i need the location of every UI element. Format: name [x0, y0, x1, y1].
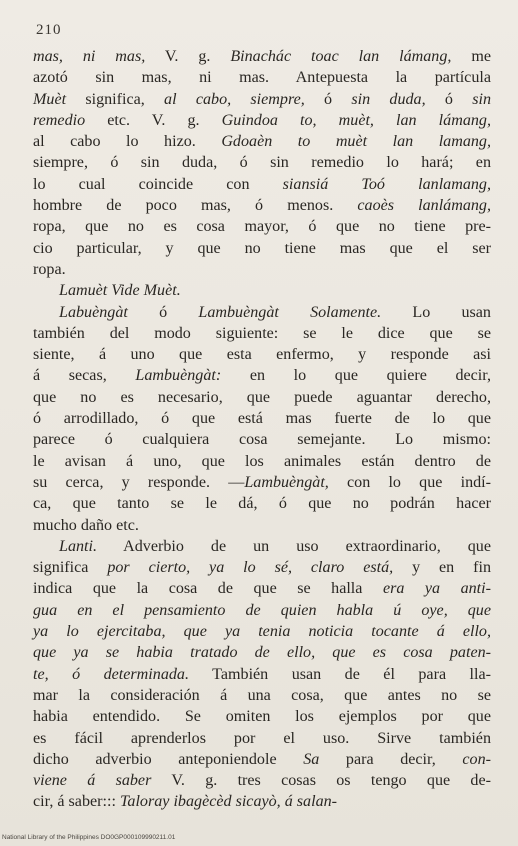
text-line — [33, 259, 491, 280]
italic-text: que ya se habia tratado de ello, que es cosa paten- — [33, 644, 491, 662]
text-segment: con lo que indí- — [328, 473, 492, 491]
text-line — [33, 408, 491, 429]
text-segment: Lo usan — [381, 303, 491, 321]
text-segment: también del modo siguiente: se le dice que se — [33, 324, 491, 342]
text-segment: ó arrodillado, ó que está mas fuerte de lo que — [33, 410, 491, 428]
text-segment: V. g. tres cosas os tengo que de- — [151, 772, 491, 790]
text-segment: parece ó cualquiera cosa semejante. Lo mismo: — [33, 431, 491, 449]
text-segment: me — [451, 48, 491, 65]
italic-text: Sa — [303, 750, 320, 768]
text-segment: V. g. — [145, 48, 231, 65]
text-line — [33, 706, 491, 727]
italic-text: era ya anti- — [382, 580, 491, 598]
text-line — [33, 621, 491, 642]
text-segment: es fácil aprenderlos por el uso. Sirve también — [33, 729, 491, 747]
italic-text: caoès lanlámang, — [357, 197, 492, 215]
text-line — [33, 323, 491, 344]
text-line — [33, 642, 491, 663]
text-line — [33, 238, 491, 259]
text-line — [33, 749, 491, 770]
text-line — [33, 429, 491, 450]
text-line — [33, 110, 491, 131]
italic-text: Lamuèt Vide Muèt. — [59, 282, 181, 300]
text-line — [33, 46, 491, 67]
italic-text: con- — [462, 750, 491, 768]
text-segment: siente, á uno que esta enfermo, y responde asi — [33, 346, 491, 364]
text-segment: al cabo lo hizo. — [33, 133, 222, 151]
italic-text: te, ó determinada. — [33, 665, 189, 683]
text-line — [33, 515, 491, 536]
text-segment: en lo que quiere decir, — [221, 367, 491, 385]
text-segment: que no es necesario, que puede aguantar derecho, — [33, 388, 491, 406]
text-line — [33, 578, 491, 599]
text-line — [33, 791, 491, 812]
text-line — [33, 89, 491, 110]
text-line — [33, 344, 491, 365]
italic-text: sin duda, — [351, 90, 426, 108]
text-segment: significa — [33, 559, 108, 577]
italic-text: viene á saber — [33, 772, 152, 790]
italic-text: Lambuèngàt Solamente. — [198, 303, 382, 321]
italic-text: al cabo, siempre, — [164, 90, 305, 108]
text-line — [33, 280, 491, 301]
text-line — [33, 365, 491, 386]
italic-text: gua en el pensamiento de quien habla ú oye, que — [33, 601, 491, 619]
text-segment: mar la consideración á una cosa, que antes no se — [33, 686, 491, 704]
text-line — [33, 195, 491, 216]
text-line — [33, 770, 491, 791]
italic-text: Lanti. — [59, 537, 98, 555]
italic-text: Muèt — [33, 90, 67, 108]
italic-text: Taloray ibagècèd sicayò, á salan- — [119, 793, 338, 811]
text-line — [33, 664, 491, 685]
text-segment: lo cual coincide con — [33, 175, 283, 193]
text-line — [33, 302, 491, 323]
text-line — [33, 472, 491, 493]
italic-text: Binachác toac lan lámang, — [230, 48, 452, 65]
text-segment: Adverbio de un uso extraordinario, que — [97, 537, 491, 555]
text-segment: ca, que tanto se le dá, ó que no podrán hacer — [33, 495, 491, 513]
text-line — [33, 387, 491, 408]
text-segment: ó — [127, 303, 199, 321]
text-line — [33, 131, 491, 152]
text-segment: significa, — [66, 90, 165, 108]
page-text — [33, 46, 491, 813]
text-segment: su cerca, y responde. — — [33, 473, 245, 491]
text-segment: cir, á saber::: — [33, 793, 120, 811]
text-segment: habia entendido. Se omiten los ejemplos por que — [33, 708, 491, 726]
italic-text: Labuèngàt — [59, 303, 128, 321]
footer-credit: National Library of the Philippines DO0GP000109990211.01 — [2, 834, 176, 841]
text-segment: ó — [304, 90, 352, 108]
text-segment: ó — [425, 90, 473, 108]
text-segment: dicho adverbio anteponiendole — [33, 750, 304, 768]
text-line — [33, 728, 491, 749]
text-segment: ropa. — [33, 260, 66, 278]
text-segment: para decir, — [319, 750, 463, 768]
text-segment: etc. V. g. — [85, 111, 222, 129]
text-line — [33, 600, 491, 621]
italic-text: sin — [472, 90, 491, 108]
text-segment: ropa, que no es cosa mayor, ó que no tiene pre- — [33, 218, 491, 236]
italic-text: mas, ni mas, — [33, 48, 146, 65]
text-segment: azotó sin mas, ni mas. Antepuesta la partícula — [33, 69, 491, 87]
italic-text: Gdoaèn to muèt lan lamang, — [221, 133, 491, 151]
text-line — [33, 536, 491, 557]
italic-text: Guindoa to, muèt, lan lámang, — [221, 111, 491, 129]
text-line — [33, 216, 491, 237]
italic-text: siansiá Toó lanlamang, — [282, 175, 491, 193]
italic-text: por cierto, ya lo sé, claro está, — [107, 559, 394, 577]
text-segment: También usan de él para lla- — [188, 665, 491, 683]
text-line — [33, 67, 491, 88]
text-line — [33, 152, 491, 173]
text-segment: cio particular, y que no tiene mas que el ser — [33, 239, 491, 257]
text-line — [33, 493, 491, 514]
text-segment: siempre, ó sin duda, ó sin remedio lo hará; en — [33, 154, 491, 172]
text-segment: hombre de poco mas, ó menos. — [33, 197, 358, 215]
italic-text: ya lo ejercitaba, que ya tenia noticia tocante á ello, — [33, 623, 491, 641]
text-segment: á secas, — [33, 367, 136, 385]
text-line — [33, 557, 491, 578]
italic-text: remedio — [33, 111, 86, 129]
italic-text: Lambuèngàt, — [244, 473, 329, 491]
text-line — [33, 685, 491, 706]
text-line — [33, 451, 491, 472]
italic-text: Lambuèngàt: — [135, 367, 222, 385]
text-line — [33, 174, 491, 195]
text-segment: mucho daño etc. — [33, 516, 139, 534]
text-segment: y en fin — [393, 559, 491, 577]
text-segment: le avisan á uno, que los animales están dentro de — [33, 452, 491, 470]
page-number: 210 — [36, 22, 62, 38]
text-segment: indica que la cosa de que se halla — [33, 580, 383, 598]
